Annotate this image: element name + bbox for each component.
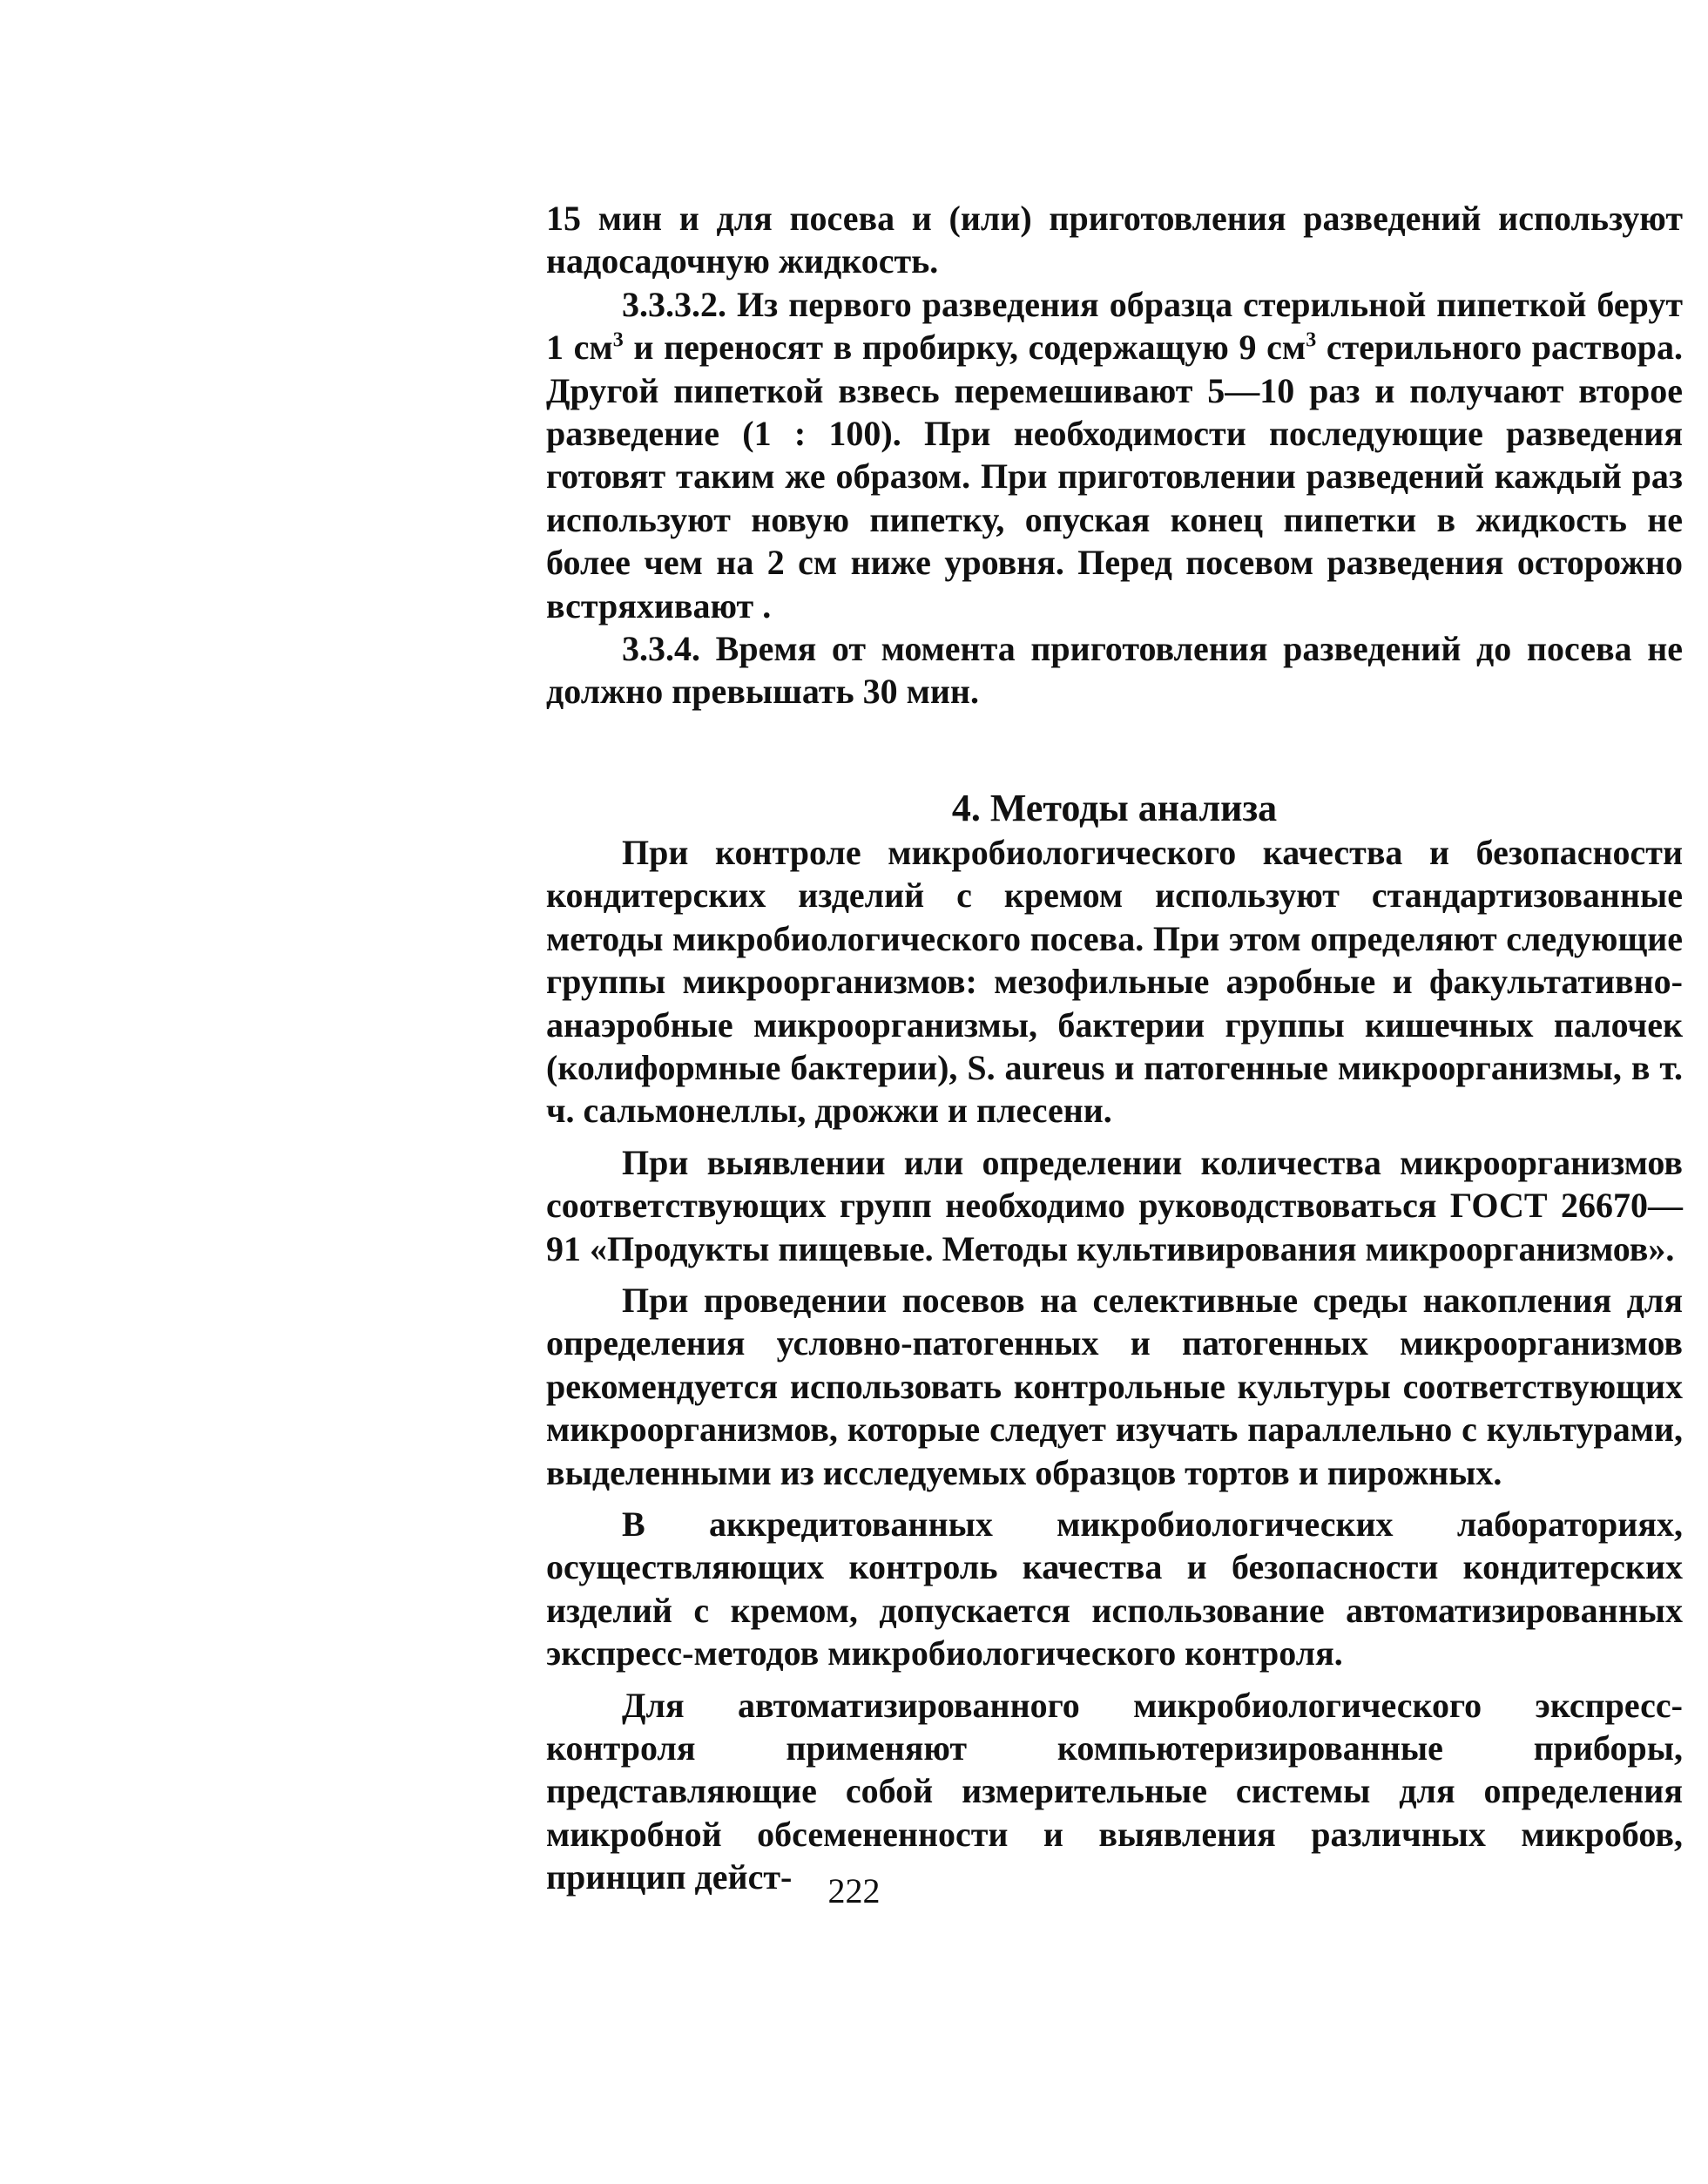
superscript-cubic-1: 3: [612, 328, 624, 352]
paragraph-3-3-3-2: [546, 283, 1683, 627]
paragraph-gost-reference: При выявлении или определении количества микроорганизмов соответствующих групп необходимо руководствоваться ГОСТ 26670—91 «Продукты пищевые. Методы культивирования микроорганизмов».: [546, 1142, 1683, 1268]
paragraph-accredited-labs: В аккредитованных микробиологических лабораториях, осуществляющих контроль качества и безопасности кондитерских изделий с кремом, допускается использование автоматизированных экспресс-методов микробиологического контроля.: [546, 1504, 1683, 1673]
superscript-cubic-2: 3: [1306, 328, 1317, 352]
paragraph-express-control: Для автоматизированного микробиологического экспресс-контроля применяют компьютеризированные приборы, представляющие собой измерительные системы для определения микробной обсемененности и выявления различных микробов, принцип дейст-: [546, 1685, 1683, 1897]
section-heading: 4. Методы анализа: [951, 786, 1278, 829]
page-number: 222: [827, 1871, 881, 1910]
body-text: [546, 197, 1683, 1899]
paragraph-methods-intro: При контроле микробиологического качества и безопасности кондитерских изделий с кремом используют стандартизованные методы микробиологического посева. При этом определяют следующие группы микроорганизмов: мезофильные аэробные и факультативно-анаэробные микроорганизмы, бактерии группы кишечных палочек (колиформные бактерии), S. aureus и патогенные микроорганизмы, в т. ч. сальмонеллы, дрожжи и плесени.: [546, 832, 1683, 1131]
paragraph-control-cultures: При проведении посевов на селективные среды накопления для определения условно-патогенных и патогенных микроорганизмов рекомендуется использовать контрольные культуры соответствующих микроорганизмов, которые следует изучать параллельно с культурами, выделенными из исследуемых образцов тортов и пирожных.: [546, 1280, 1683, 1492]
paragraph-3-3-3-2-part-2: и переносят в пробирку, содержащую 9 см: [623, 328, 1306, 368]
paragraph-3-3-3-2-part-1: 3.3.3.2. Из первого разведения образца стерильной пипеткой берут 1 см: [546, 284, 1683, 368]
paragraph-continuation: 15 мин и для посева и (или) приготовления разведений используют надосадочную жидкость.: [546, 199, 1683, 281]
paragraph-3-3-3-2-part-3: стерильного раствора. Другой пипеткой взвесь перемешивают 5—10 раз и получают второе разведение (1 : 100). При необходимости последующие разведения готовят таким же образом. При приготовлении разведений каждый раз используют новую пипетку, опуская конец пипетки в жидкость не более чем на 2 см ниже уровня. Перед посевом разведения осторожно встряхивают .: [546, 328, 1684, 625]
paragraph-3-3-4: 3.3.4. Время от момента приготовления разведений до посева не должно превышать 30 мин.: [546, 629, 1683, 712]
